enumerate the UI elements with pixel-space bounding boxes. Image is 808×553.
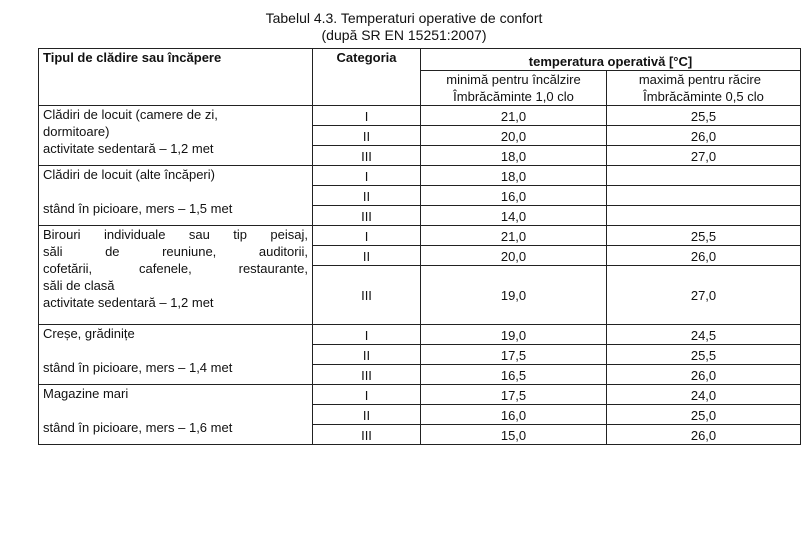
- building-type-line: Creșe, grădinițe: [43, 326, 135, 341]
- category-cell: I: [313, 226, 421, 246]
- building-type-line: [43, 183, 308, 200]
- min-heating-cell: 18,0: [421, 146, 607, 166]
- min-heating-cell: 16,5: [421, 365, 607, 385]
- building-type-line: [43, 402, 308, 419]
- table-row: [39, 325, 801, 345]
- table-title: Tabelul 4.3. Temperaturi operative de confort: [265, 10, 543, 26]
- category-cell: II: [313, 405, 421, 425]
- min-heating-cell: 15,0: [421, 425, 607, 445]
- building-type-line: dormitoare): [43, 124, 110, 139]
- table-row: [39, 106, 801, 126]
- category-cell: II: [313, 186, 421, 206]
- table-subtitle: (după SR EN 15251:2007): [321, 27, 487, 43]
- max-cooling-cell: [607, 206, 801, 226]
- header-operative-temperature: temperatura operativă [°C]: [421, 49, 801, 71]
- category-cell: I: [313, 166, 421, 186]
- building-type-cell: [39, 226, 313, 325]
- building-type-line: Magazine mari: [43, 386, 129, 401]
- category-cell: I: [313, 385, 421, 405]
- header-category: Categoria: [313, 49, 421, 106]
- building-type-line: săli de reuniune, auditorii,: [43, 244, 308, 259]
- max-cooling-cell: 25,5: [607, 345, 801, 365]
- building-type-cell: [39, 166, 313, 226]
- min-heating-cell: 19,0: [421, 325, 607, 345]
- category-cell: III: [313, 425, 421, 445]
- category-cell: III: [313, 206, 421, 226]
- building-type-line: [43, 342, 308, 359]
- header-cooling-clo: Îmbrăcăminte 0,5 clo: [643, 89, 764, 104]
- min-heating-cell: 17,5: [421, 385, 607, 405]
- min-heating-cell: 20,0: [421, 246, 607, 266]
- category-cell: I: [313, 325, 421, 345]
- min-heating-cell: 18,0: [421, 166, 607, 186]
- min-heating-cell: 16,0: [421, 186, 607, 206]
- category-cell: I: [313, 106, 421, 126]
- header-heating-line1: minimă pentru: [446, 72, 529, 87]
- building-type-cell: [39, 385, 313, 445]
- max-cooling-cell: 25,5: [607, 106, 801, 126]
- building-type-line: Clădiri de locuit (camere de zi,: [43, 107, 218, 122]
- building-type-line: Birouri individuale sau tip peisaj,: [43, 227, 308, 242]
- building-type-line: stând în picioare, mers – 1,4 met: [43, 360, 233, 375]
- max-cooling-cell: 27,0: [607, 266, 801, 325]
- header-heating: [421, 71, 607, 106]
- max-cooling-cell: 25,0: [607, 405, 801, 425]
- max-cooling-cell: 24,5: [607, 325, 801, 345]
- building-type-line: stând în picioare, mers – 1,6 met: [43, 420, 233, 435]
- table-row: [39, 226, 801, 246]
- header-heating-clo: Îmbrăcăminte 1,0 clo: [453, 89, 574, 104]
- table-row: [39, 166, 801, 186]
- min-heating-cell: 21,0: [421, 106, 607, 126]
- max-cooling-cell: 24,0: [607, 385, 801, 405]
- min-heating-cell: 21,0: [421, 226, 607, 246]
- category-cell: II: [313, 246, 421, 266]
- max-cooling-cell: [607, 186, 801, 206]
- building-type-line: Clădiri de locuit (alte încăperi): [43, 167, 215, 182]
- header-cooling-label: maximă pentru răcire: [638, 72, 761, 87]
- max-cooling-cell: 27,0: [607, 146, 801, 166]
- max-cooling-cell: 25,5: [607, 226, 801, 246]
- category-cell: II: [313, 345, 421, 365]
- min-heating-cell: 19,0: [421, 266, 607, 325]
- max-cooling-cell: 26,0: [607, 365, 801, 385]
- building-type-line: stând în picioare, mers – 1,5 met: [43, 201, 233, 216]
- min-heating-cell: 16,0: [421, 405, 607, 425]
- category-cell: III: [313, 266, 421, 325]
- min-heating-cell: 17,5: [421, 345, 607, 365]
- min-heating-cell: 14,0: [421, 206, 607, 226]
- header-heating-line2: încălzire: [532, 72, 581, 87]
- header-cooling: [607, 71, 801, 106]
- category-cell: III: [313, 146, 421, 166]
- table-row: [39, 385, 801, 405]
- building-type-line: săli de clasă: [43, 278, 115, 293]
- max-cooling-cell: 26,0: [607, 126, 801, 146]
- max-cooling-cell: 26,0: [607, 425, 801, 445]
- building-type-line: activitate sedentară – 1,2 met: [43, 295, 214, 310]
- building-type-line: activitate sedentară – 1,2 met: [43, 141, 214, 156]
- building-type-cell: [39, 325, 313, 385]
- max-cooling-cell: 26,0: [607, 246, 801, 266]
- building-type-line: cofetării, cafenele, restaurante,: [43, 261, 308, 276]
- max-cooling-cell: [607, 166, 801, 186]
- min-heating-cell: 20,0: [421, 126, 607, 146]
- category-cell: II: [313, 126, 421, 146]
- building-type-cell: [39, 106, 313, 166]
- comfort-temperature-table: [38, 48, 801, 445]
- category-cell: III: [313, 365, 421, 385]
- header-building-type: Tipul de clădire sau încăpere: [39, 49, 313, 106]
